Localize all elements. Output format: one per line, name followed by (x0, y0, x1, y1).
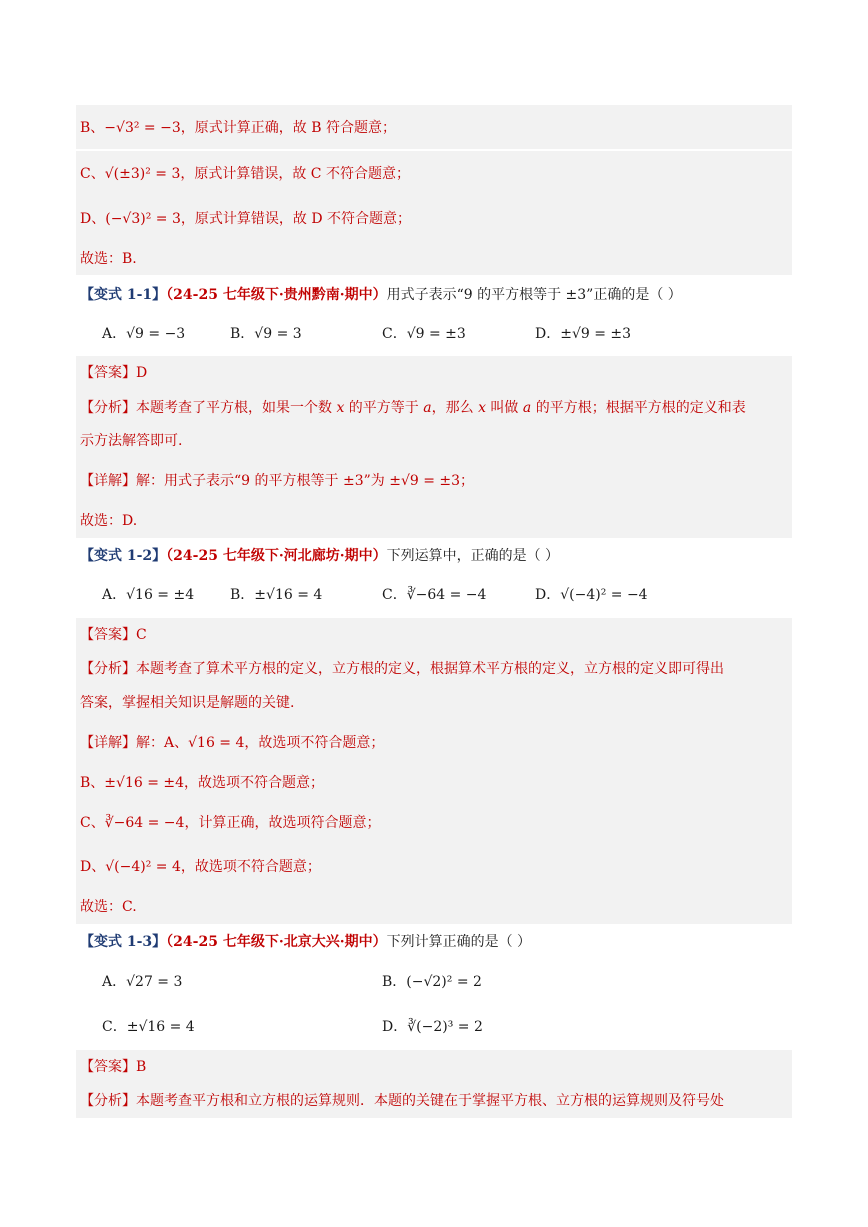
analysis-v12-line1 (80, 655, 724, 683)
variable-a: a (423, 400, 432, 416)
option-c: C．∛−64 = −4 (382, 587, 487, 603)
math-expression: √(±3)² = 3 (104, 166, 181, 182)
analysis-text: 本题考查平方根和立方根的运算规则．本题的关键在于掌握平方根、立方根的运算规则及符号处 (136, 1093, 724, 1109)
detail-tag: 【详解】 (80, 473, 136, 489)
math-expression: (−√3)² = 3 (105, 211, 181, 227)
question-text: 下列计算正确的是（ ） (386, 934, 532, 950)
option-a: A．√9 = −3 (102, 326, 186, 342)
detail-tag: 【详解】 (80, 735, 136, 751)
analysis-v13-line1 (80, 1087, 724, 1115)
option-c: C．√9 = ±3 (382, 326, 466, 342)
detail-v12-b: B、±√16 = ±4，故选项不符合题意； (80, 775, 325, 791)
option-prefix: C、 (80, 166, 105, 182)
option-a: A．√16 = ±4 (102, 587, 195, 603)
question-text: 用式子表示“9 的平方根等于 ±3”正确的是（ ） (386, 287, 682, 303)
variable-a: a (522, 400, 532, 416)
option-d: D．∛(−2)³ = 2 (382, 1019, 483, 1035)
detail-v11 (80, 467, 474, 495)
choose-line-b: 故选：B. (80, 251, 137, 267)
option-d: D．√(−4)² = −4 (535, 587, 648, 603)
solution-line-d (80, 205, 411, 233)
solution-text: ，原式计算错误，故 C 不符合题意； (180, 166, 410, 182)
analysis-tag: 【分析】 (80, 661, 136, 677)
option-prefix: D、 (80, 211, 106, 227)
choose-line-d: 故选：D. (80, 513, 138, 529)
analysis-v11-line1 (80, 394, 746, 422)
question-v11 (80, 281, 682, 309)
analysis-text: 的平方根；根据平方根的定义和表 (531, 400, 746, 416)
answer-v13: 【答案】B (80, 1059, 147, 1075)
choose-line-c: 故选：C. (80, 899, 137, 915)
option-d: D．±√9 = ±3 (535, 326, 632, 342)
detail-v12-c: C、∛−64 = −4，计算正确，故选项符合题意； (80, 815, 381, 831)
analysis-text: 的平方等于 (344, 400, 424, 416)
solution-block-v11 (76, 356, 792, 538)
question-v12 (80, 542, 559, 570)
option-b: B．√9 = 3 (230, 326, 302, 342)
detail-text: 解：A、√16 = 4，故选项不符合题意； (136, 735, 385, 751)
analysis-text: 本题考查了平方根，如果一个数 (136, 400, 337, 416)
question-source: （24-25 七年级下·贵州黔南·期中） (166, 287, 387, 303)
question-source: （24-25 七年级下·北京大兴·期中） (166, 934, 387, 950)
option-c: C．±√16 = 4 (102, 1019, 195, 1035)
analysis-text: ，那么 (431, 400, 479, 416)
math-expression: −√3² = −3 (104, 120, 181, 136)
solution-text: ，原式计算正确，故 B 符合题意； (180, 120, 396, 136)
solution-text: ，原式计算错误，故 D 不符合题意； (180, 211, 411, 227)
detail-text: 解：用式子表示“9 的平方根等于 ±3”为 ±√9 = ±3； (136, 473, 475, 489)
question-source: （24-25 七年级下·河北廊坊·期中） (166, 548, 387, 564)
question-v13 (80, 928, 531, 956)
question-tag: 【变式 1-2】 (80, 548, 167, 564)
analysis-tag: 【分析】 (80, 400, 136, 416)
question-tag: 【变式 1-3】 (80, 934, 167, 950)
answer-v12: 【答案】C (80, 627, 147, 643)
variable-x: x (336, 400, 345, 416)
option-a: A．√27 = 3 (102, 974, 183, 990)
detail-v12-a (80, 729, 384, 757)
option-b: B．(−√2)² = 2 (382, 974, 482, 990)
analysis-text: 本题考查了算术平方根的定义，立方根的定义，根据算术平方根的定义，立方根的定义即可得出 (136, 661, 724, 677)
variable-x: x (478, 400, 486, 416)
analysis-text: 叫做 (485, 400, 523, 416)
answer-v11: 【答案】D (80, 365, 148, 381)
analysis-v11-line2: 示方法解答即可. (80, 433, 183, 449)
question-tag: 【变式 1-1】 (80, 287, 167, 303)
question-text: 下列运算中，正确的是（ ） (386, 548, 560, 564)
solution-line-c (80, 160, 410, 188)
analysis-v12-line2: 答案，掌握相关知识是解题的关键. (80, 695, 295, 711)
analysis-tag: 【分析】 (80, 1093, 136, 1109)
option-b: B．±√16 = 4 (230, 587, 323, 603)
detail-v12-d: D、√(−4)² = 4，故选项不符合题意； (80, 859, 321, 875)
option-prefix: B、 (80, 120, 105, 136)
solution-line-b (80, 114, 396, 142)
